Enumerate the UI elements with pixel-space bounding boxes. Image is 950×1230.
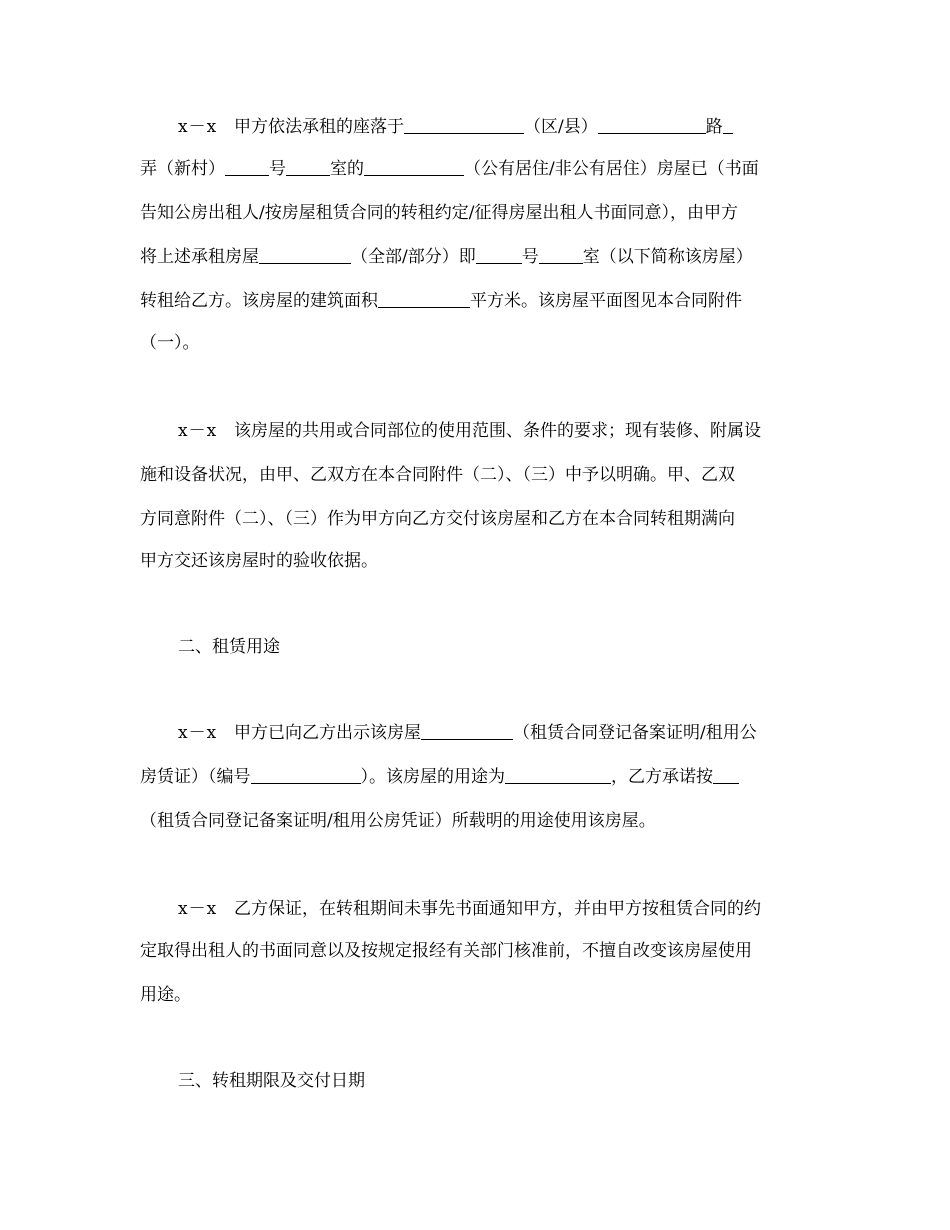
blank-field (723, 116, 733, 134)
blank-field (404, 116, 524, 134)
clause-1-line-2: 弄（新村） 号 室的 （公有居住/非公有居住）房屋已（书面 (140, 159, 759, 179)
clause-1-line-1: x－x 甲方依法承租的座落于 （区/县） 路 (178, 116, 733, 138)
clause-number: x－x (178, 723, 218, 743)
clause-2-line-1: x－x 该房屋的共用或合同部位的使用范围、条件的要求；现有装修、附属设 (178, 421, 761, 441)
blank-field (505, 766, 611, 784)
clause-2-line-3: 方同意附件（二）、（三）作为甲方向乙方交付该房屋和乙方在本合同转租期满向 (140, 509, 735, 529)
blank-field (713, 766, 739, 784)
clause-number: x－x (178, 117, 218, 137)
clause-4-line-2: 定取得出租人的书面同意以及按规定报经有关部门核准前，不擅自改变该房屋使用 (140, 941, 752, 961)
blank-field (286, 158, 330, 176)
clause-number: x－x (178, 421, 218, 441)
blank-field (378, 290, 470, 308)
blank-field (259, 246, 351, 264)
blank-field (476, 246, 522, 264)
blank-field (251, 766, 361, 784)
clause-3-line-2: 房赁证）（编号 ）。该房屋的用途为 ，乙方承诺按 (140, 766, 739, 788)
blank-field (225, 158, 269, 176)
section-heading-term: 三、转租期限及交付日期 (178, 1071, 365, 1091)
blank-field (539, 246, 583, 264)
clause-3-line-1: x－x 甲方已向乙方出示该房屋 （租赁合同登记备案证明/租用公 (178, 723, 757, 743)
clause-number: x－x (178, 899, 218, 919)
clause-1-line-5: 转租给乙方。该房屋的建筑面积 平方米。该房屋平面图见本合同附件 (140, 291, 742, 311)
blank-field (421, 722, 513, 740)
blank-field (598, 116, 706, 134)
clause-1-line-6: （一）。 (140, 333, 200, 353)
clause-3-line-3: （租赁合同登记备案证明/租用公房凭证）所载明的用途使用该房屋。 (140, 811, 656, 831)
section-heading-usage: 二、租赁用途 (178, 637, 280, 657)
clause-1-line-3: 告知公房出租人/按房屋租赁合同的转租约定/征得房屋出租人书面同意），由甲方 (140, 203, 738, 223)
clause-2-line-2: 施和设备状况，由甲、乙双方在本合同附件（二）、（三）中予以明确。甲、乙双 (140, 465, 735, 485)
clause-4-line-3: 用途。 (140, 985, 191, 1005)
clause-1-line-4: 将上述承租房屋 （全部/部分）即 号 室（以下简称该房屋） (140, 247, 753, 267)
clause-2-line-4: 甲方交还该房屋时的验收依据。 (140, 551, 378, 571)
blank-field (364, 158, 464, 176)
clause-4-line-1: x－x 乙方保证，在转租期间未事先书面通知甲方，并由甲方按租赁合同的约 (178, 899, 761, 919)
